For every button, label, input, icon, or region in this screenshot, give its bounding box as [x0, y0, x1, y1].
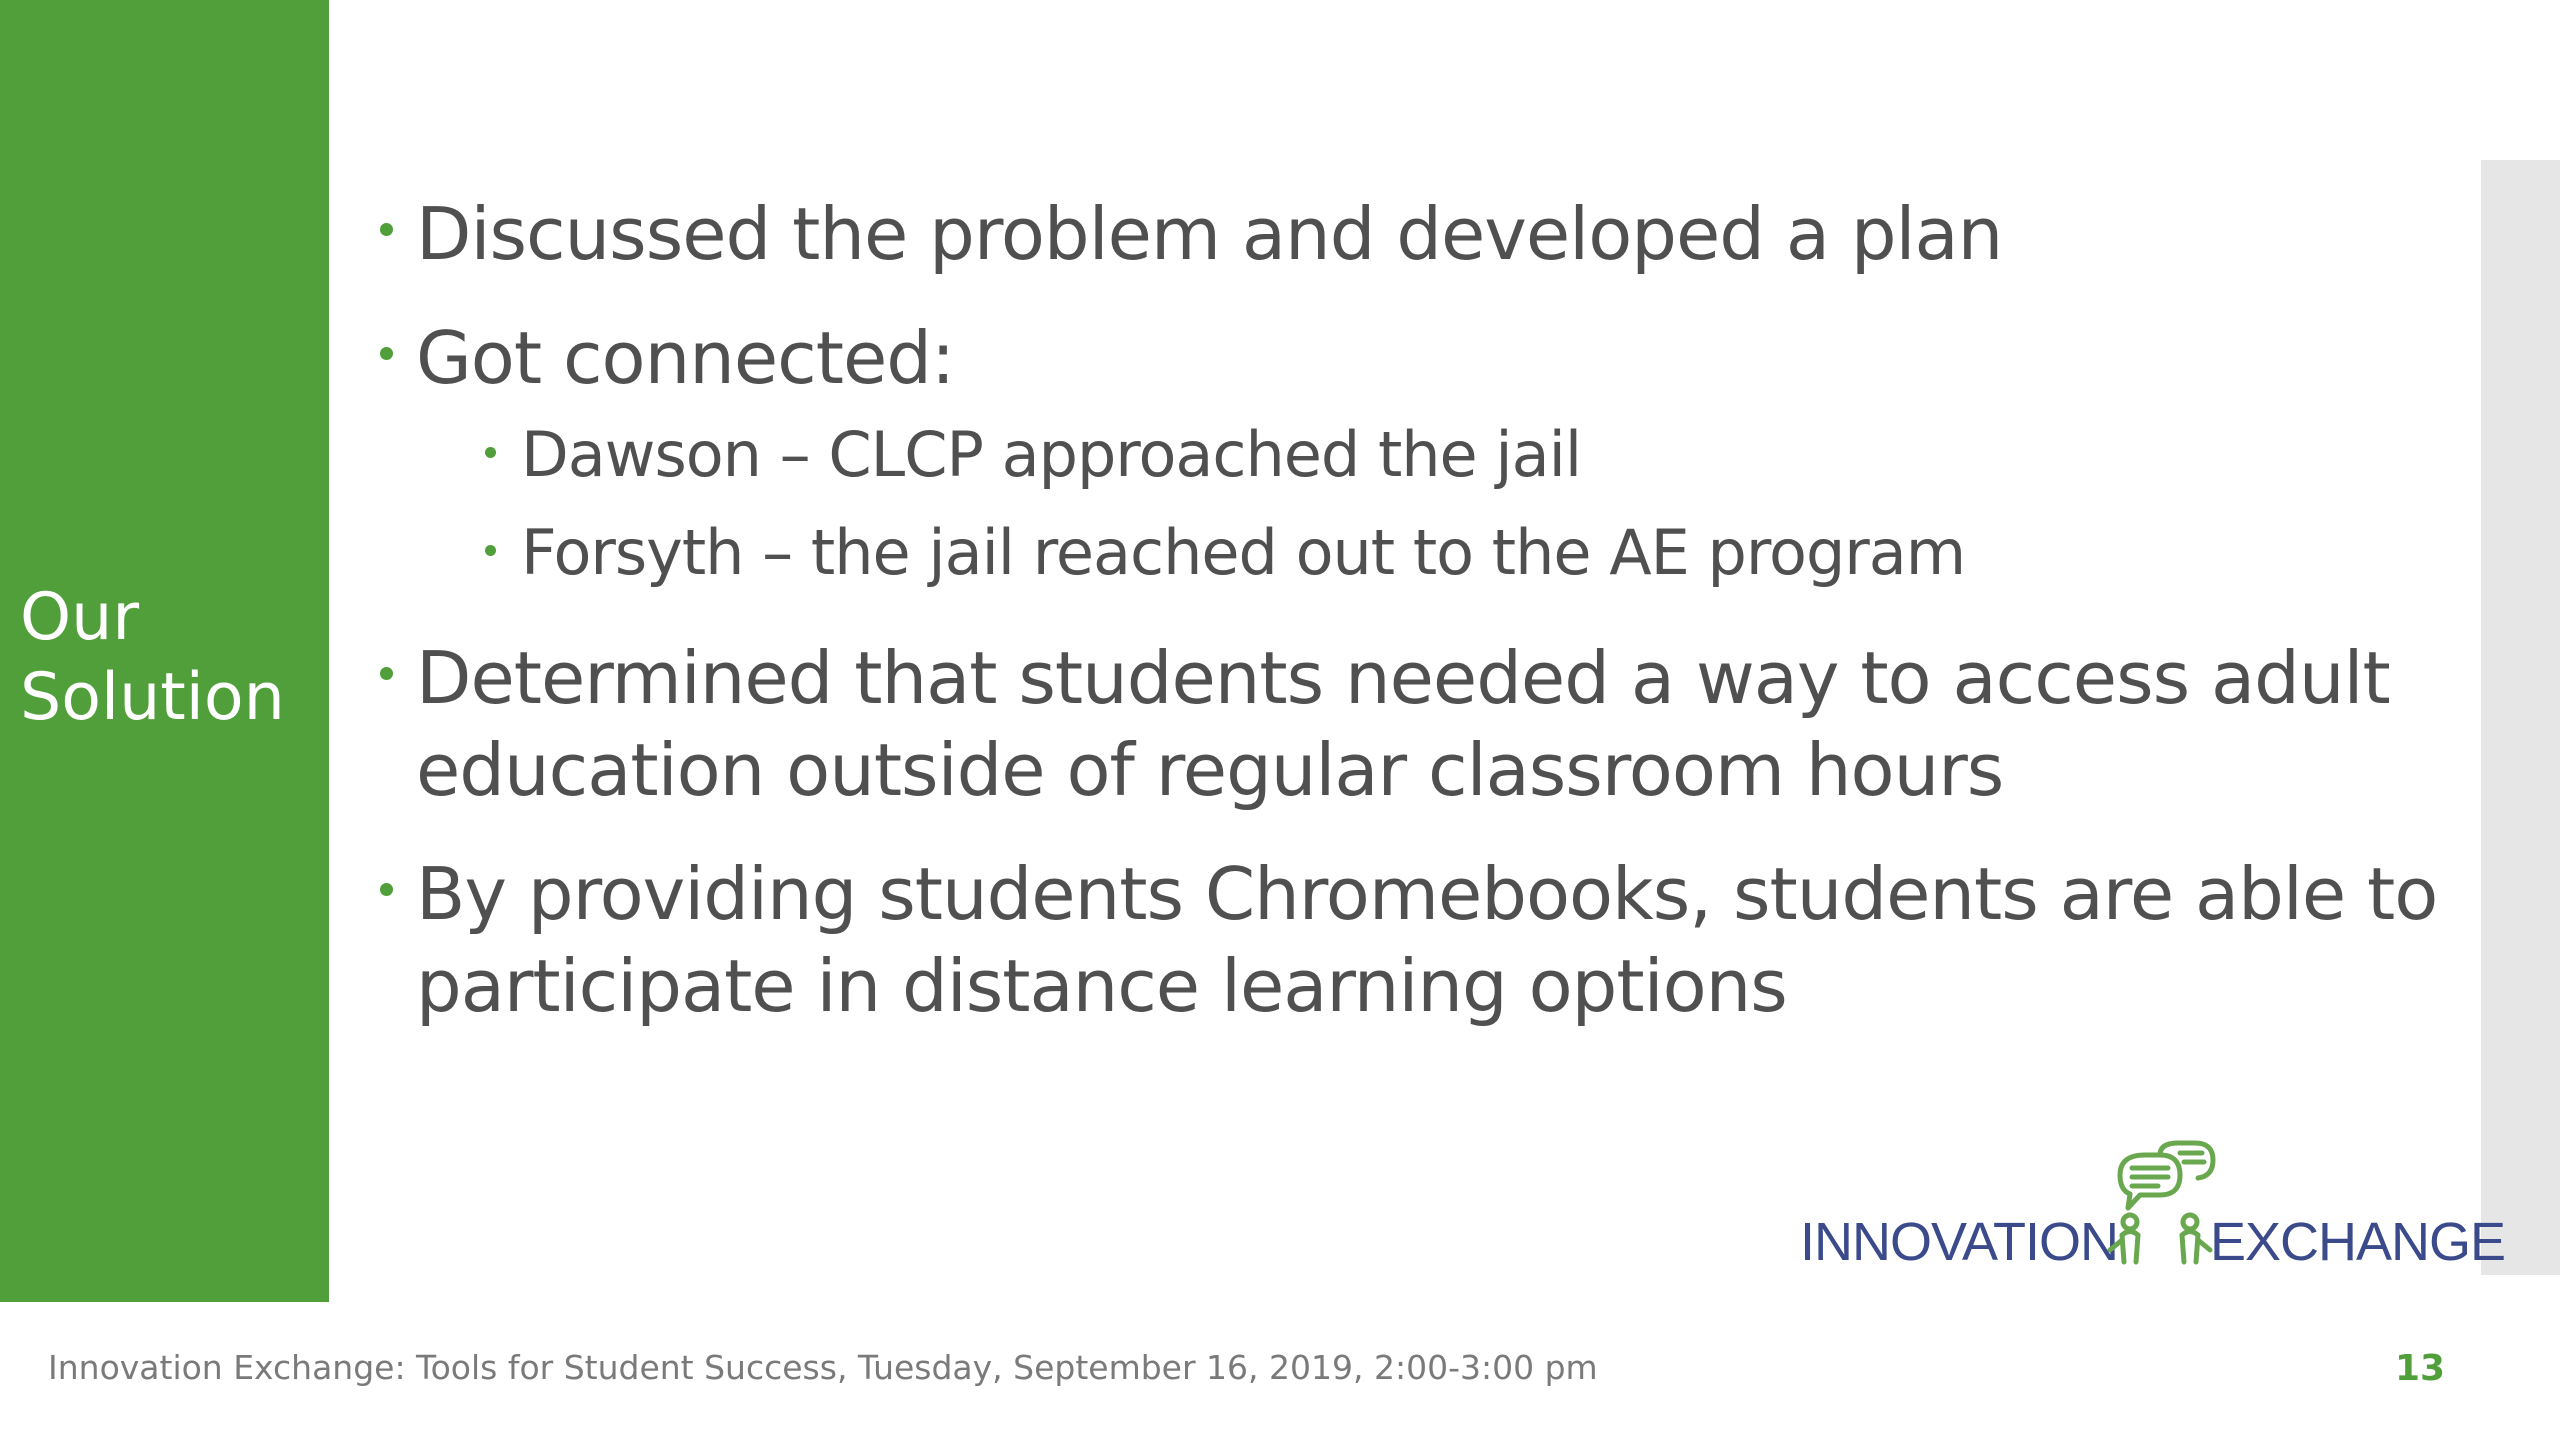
bullet-dot-icon: [380, 347, 393, 360]
innovation-exchange-logo: [1800, 1140, 2506, 1280]
bullet-dot-icon: [380, 883, 393, 896]
bullet-dot-icon: [485, 447, 496, 458]
bullet-dot-icon: [380, 223, 393, 236]
footer-text: Innovation Exchange: Tools for Student Success, Tuesday, September 16, 2019, 2:00-3:00 pm: [48, 1348, 1598, 1387]
logo-text-innovation: INNOVATION: [1800, 1212, 2119, 1272]
bullet-item: [380, 632, 2390, 816]
bullet-text: Determined that students needed a way to access adult: [416, 636, 2390, 720]
bullet-text: Got connected:: [416, 316, 955, 400]
sub-bullet-text: Forsyth – the jail reached out to the AE program: [521, 516, 1966, 589]
bullet-text: participate in distance learning options: [416, 944, 1787, 1028]
sub-bullet-item: [485, 513, 1965, 593]
section-title: [20, 578, 320, 738]
section-title-line-2: Solution: [20, 660, 285, 735]
bullet-dot-icon: [485, 545, 496, 556]
speech-bubbles-people-icon: [2100, 1140, 2220, 1275]
decorative-side-band: [2481, 160, 2560, 1275]
bullet-text: By providing students Chromebooks, students are able to: [416, 852, 2438, 936]
bullet-text: Discussed the problem and developed a plan: [416, 192, 2003, 276]
page-number: 13: [2395, 1348, 2446, 1389]
bullet-text: education outside of regular classroom hours: [416, 728, 2004, 812]
section-title-line-1: Our: [20, 580, 140, 655]
logo-text-exchange: EXCHANGE: [2210, 1212, 2506, 1272]
bullet-item: [380, 848, 2437, 1032]
sub-bullet-item: [485, 415, 1581, 495]
bullet-dot-icon: [380, 667, 393, 680]
sub-bullet-text: Dawson – CLCP approached the jail: [521, 418, 1582, 491]
bullet-item: [380, 188, 2002, 280]
bullet-item: [380, 312, 954, 404]
section-sidebar: [0, 0, 329, 1302]
